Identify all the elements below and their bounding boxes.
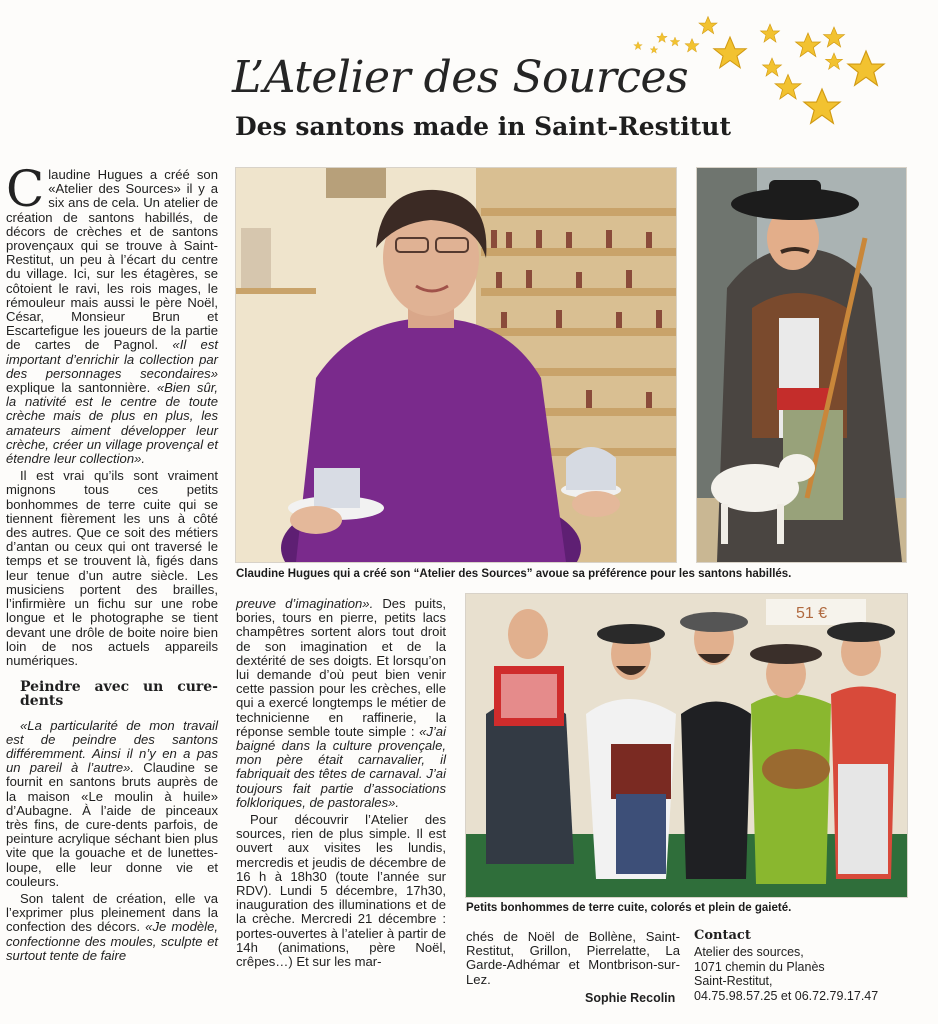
photo-shepherd-santon — [696, 167, 907, 563]
photo-musician-santons — [465, 593, 908, 898]
article-column-1 — [6, 160, 219, 966]
quote-text: «Je modèle, confectionne des moules, sculpte et surtout tente de faire — [6, 919, 218, 963]
quote-text: «Bien sûr, la nativité est le centre de toute crèche mais de plus en plus, les amateurs aiment développer leur crèche, créer un village provençal et étendre leur collection». — [6, 380, 218, 467]
price-tag: 51 € — [796, 605, 828, 622]
quote-text: «La particularité de mon travail est de peindre des santons différemment. Ainsi il n’y en a pas un pareil à l’autre». — [6, 717, 218, 776]
paragraph — [236, 597, 446, 810]
paragraph-text: Des puits, bories, tours en pierre, petits lacs champêtres sortent alors tout droit de son imagination et de la dextérité de ses doigts. Et lorsqu’on lui demande d’où peut bien venir cette passion pour les crèches, elle qui a exercé longtemps le métier de technicienne en raffinerie, la réponse semble toute simple : — [236, 596, 447, 739]
paragraph-text: laudine Hugues a créé son «Atelier des Sources» il y a six ans de cela. Un atelier de création de santons habillés, de décors de crèches et de santons provençaux qui se trouve à Saint-Restitut, un peu à l’écart du centre du village. Ici, sur les étagères, se côtoient le ravi, les rois mages, le rémouleur mais aussi le père Noël, César, Monsieur Brun et Escartefigue les joueurs de la partie de cartes de Pagnol. — [6, 167, 218, 353]
article-title: L’Atelier des Sources — [232, 52, 689, 103]
quote-text: «Il est important d’enrichir la collection par des personnages secondaires» — [6, 337, 219, 381]
photo-claudine-image — [236, 168, 676, 562]
paragraph-text: explique la santonnière. — [6, 380, 157, 396]
article-column-2 — [236, 597, 446, 972]
paragraph-text: Son talent de création, elle va l’exprimer plus pleinement dans la confection des décors. — [6, 890, 218, 935]
quote-text: preuve d’imagination». — [236, 596, 374, 611]
caption-photo-bottom: Petits bonhommes de terre cuite, colorés et plein de gaieté. — [466, 902, 792, 914]
section-heading: Peindre avec un cure-dents — [20, 679, 218, 710]
contact-line: Saint-Restitut, — [694, 974, 773, 988]
article-subtitle: Des santons made in Saint-Restitut — [235, 112, 732, 141]
quote-text: «J’ai baigné dans la culture provençale, mon père était carnavalier, il fabriquait des têtes de carnaval. J’ai toujours fait partie d’associations folkloriques, de pastorales». — [236, 723, 446, 810]
paragraph — [6, 892, 218, 963]
contact-heading: Contact — [694, 928, 751, 943]
contact-line: 1071 chemin du Planès — [694, 959, 825, 974]
paragraph: chés de Noël de Bollène, Saint-Restitut, Grillon, Pierrelatte, La Garde-Adhémar et Montbrison-sur-Lez. — [466, 929, 680, 987]
photo-shepherd-image — [697, 168, 906, 562]
photo-musicians-image — [466, 594, 907, 897]
article-column-3 — [466, 930, 680, 990]
photo-claudine — [235, 167, 677, 563]
contact-line: Atelier des sources, — [694, 945, 804, 959]
paragraph — [6, 719, 218, 889]
contact-box — [694, 928, 924, 1003]
caption-photo-top: Claudine Hugues qui a créé son “Atelier des Sources” avoue sa préférence pour les santons habillés. — [236, 568, 792, 580]
contact-phone: 04.75.98.57.25 et 06.72.79.17.47 — [694, 988, 879, 1003]
paragraph: Pour découvrir l’Atelier des sources, rien de plus simple. Il est ouvert aux visites les lundis, mercredis et jeudis de décembre de 16 h à 18h30 (toute l’année sur RDV). Lundi 5 décembre, 17h30, inauguration des illuminations et de la crèche. Mercredi 21 décembre : portes-ouvertes à l’atelier à partir de 14h (animations, père Noël, crêpes…) Et sur les mar- — [236, 812, 446, 970]
author-signature: Sophie Recolin — [585, 991, 676, 1005]
paragraph: Il est vrai qu’ils sont vraiment mignons tous ces petits bonhommes de terre cuite qui se tiennent fièrement les uns à côté des autres. Que ce soit des métiers d’antan ou ceux qui ont traversé le temps et se trouvent là, figés dans leur tenue d’un autre siècle. Les musiciens portent des brailles, l’infirmière un fichu sur une robe longue et le photographe se tient devant une drôle de boite noire bien loin de nos actuels appareils numériques. — [6, 468, 218, 668]
paragraph-text: Claudine se fournit en santons bruts auprès de la maison «Le moulin à huile» d’Aubagne. À l’aide de pinceaux très fins, de cure-dents parfois, de peinture acrylique séchant bien plus vite que la gouache et de lunettes-loupe, elle leur donne vie et couleurs. — [6, 760, 218, 889]
drop-cap: C — [6, 160, 45, 218]
